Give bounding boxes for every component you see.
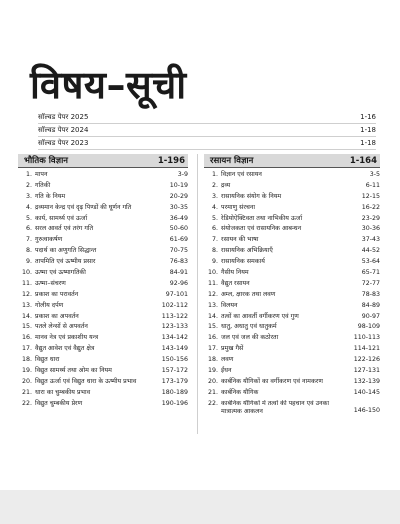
chapter-pages: 36-49	[169, 214, 188, 222]
chapter-pages: 114-121	[353, 345, 380, 353]
physics-chapter-item[interactable]	[20, 257, 188, 268]
chapter-pages: 132-139	[353, 377, 380, 385]
chapter-pages: 97-101	[165, 290, 188, 298]
chapter-number: 11.	[207, 279, 218, 287]
physics-chapter-list	[18, 170, 188, 410]
chapter-pages: 16-22	[361, 203, 380, 211]
chapter-title: ऊष्मा–संचरण	[35, 279, 66, 287]
chapter-pages: 113-122	[161, 312, 188, 320]
physics-chapter-item[interactable]	[20, 366, 188, 377]
chemistry-chapter-item[interactable]	[206, 290, 380, 301]
chapter-number: 9.	[211, 258, 218, 266]
solved-paper-label: सॉल्वड पेपर 2023	[38, 139, 89, 147]
chapter-pages: 84-89	[361, 301, 380, 309]
chapter-pages: 90-97	[361, 312, 380, 320]
chapter-pages: 70-75	[169, 247, 188, 255]
chapter-number: 19.	[207, 367, 218, 375]
chapter-title: सरल आवर्त एवं तरंग गति	[35, 225, 94, 233]
chapter-pages: 30-36	[361, 225, 380, 233]
physics-chapter-item[interactable]	[20, 246, 188, 257]
chapter-number: 4.	[25, 203, 32, 211]
chapter-title: रासायनिक संयोग के नियम	[221, 192, 282, 200]
physics-chapter-item[interactable]	[20, 312, 188, 323]
chapter-number: 10.	[21, 269, 32, 277]
chapter-number: 14.	[207, 312, 218, 320]
chemistry-heading: रसायन विज्ञान	[210, 156, 254, 166]
chapter-number: 17.	[207, 345, 218, 353]
solved-paper-label: सॉल्वड पेपर 2024	[38, 126, 89, 134]
chemistry-chapter-item[interactable]	[206, 279, 380, 290]
chapter-title: अम्ल, क्षारक तथा लवण	[221, 290, 276, 298]
chapter-title: तत्वों का आवर्ती वर्गीकरण एवं गुण	[221, 312, 299, 320]
chapter-title: विद्युत धारा	[35, 356, 60, 364]
chemistry-chapter-item[interactable]	[206, 344, 380, 355]
physics-chapter-item[interactable]	[20, 399, 188, 410]
chapter-title: द्रव्य	[221, 181, 231, 189]
physics-chapter-item[interactable]	[20, 388, 188, 399]
chapter-pages: 84-91	[169, 269, 188, 277]
physics-chapter-item[interactable]	[20, 235, 188, 246]
chapter-pages: 78-83	[361, 290, 380, 298]
chapter-number: 18.	[21, 356, 32, 364]
chapter-title: वैद्युत रसायन	[221, 279, 250, 287]
chemistry-chapter-item[interactable]	[206, 170, 380, 181]
chapter-pages: 150-156	[161, 356, 188, 364]
chapter-title: ऊष्मा एवं ऊष्मागतिकी	[35, 269, 86, 277]
chapter-pages: 61-69	[169, 236, 188, 244]
chemistry-chapter-item[interactable]	[206, 224, 380, 235]
chapter-title: गुरुत्वाकर्षण	[35, 236, 63, 244]
chapter-number: 1.	[211, 171, 218, 178]
chapter-number: 10.	[207, 269, 218, 277]
chapter-number: 3.	[211, 192, 218, 200]
chapter-title: कार्बनिक यौगिकों में तत्वों की पहचान एवं उनका मात्रात्मक आकलन	[221, 399, 330, 415]
chapter-number: 15.	[207, 323, 218, 331]
chapter-title: गोलीय दर्पण	[35, 301, 64, 309]
physics-chapter-item[interactable]	[20, 355, 188, 366]
physics-range: 1-196	[157, 155, 185, 166]
chapter-title: प्रकाश का परावर्तन	[35, 290, 79, 298]
chemistry-chapter-list	[204, 170, 380, 417]
chapter-number: 3.	[25, 192, 32, 200]
solved-papers-list	[38, 111, 376, 150]
chapter-title: मापन	[35, 171, 48, 178]
physics-chapter-item[interactable]	[20, 181, 188, 192]
chemistry-range: 1-164	[349, 155, 377, 166]
chapter-pages: 50-60	[169, 225, 188, 233]
physics-chapter-item[interactable]	[20, 301, 188, 312]
chapter-pages: 12-15	[361, 192, 380, 200]
chapter-number: 6.	[25, 225, 32, 233]
physics-chapter-item[interactable]	[20, 214, 188, 225]
chapter-number: 6.	[211, 225, 218, 233]
chapter-number: 13.	[21, 301, 32, 309]
chapter-number: 22.	[21, 399, 32, 407]
chapter-title: पतले लेन्सों से अपवर्तन	[35, 323, 88, 331]
chapter-title: परमाणु संरचना	[221, 203, 256, 211]
chemistry-chapter-item[interactable]	[206, 257, 380, 268]
chemistry-chapter-item[interactable]	[206, 355, 380, 366]
chapter-number: 16.	[21, 334, 32, 342]
chapter-number: 5.	[211, 214, 218, 222]
chapter-number: 12.	[21, 290, 32, 298]
chapter-pages: 180-189	[161, 388, 188, 396]
solved-paper-label: सॉल्वड पेपर 2025	[38, 113, 89, 121]
chapter-pages: 10-19	[169, 181, 188, 189]
chapter-title: गतिकी	[35, 181, 51, 189]
chapter-title: गति के नियम	[35, 192, 66, 200]
chapter-title: तापमिति एवं ऊष्मीय प्रसार	[35, 258, 96, 266]
page-title: विषय–सूची	[30, 63, 187, 107]
chapter-number: 8.	[211, 247, 218, 255]
chapter-number: 12.	[207, 290, 218, 298]
chapter-number: 11.	[21, 279, 32, 287]
chapter-title: विज्ञान एवं रसायन	[221, 171, 262, 178]
chapter-number: 2.	[211, 181, 218, 189]
chapter-title: कार्य, सामर्थ्य एवं ऊर्जा	[35, 214, 88, 222]
chemistry-section	[204, 154, 380, 417]
chapter-title: कार्बनिक यौगिक	[221, 388, 259, 396]
chemistry-chapter-item[interactable]	[206, 246, 380, 257]
chapter-title: विद्युत ऊर्जा एवं विद्युत धारा के ऊष्मीय प्रभाव	[35, 377, 137, 385]
chapter-number: 7.	[211, 236, 218, 244]
physics-chapter-item[interactable]	[20, 377, 188, 388]
chapter-number: 14.	[21, 312, 32, 320]
chapter-pages: 65-71	[361, 269, 380, 277]
chemistry-chapter-item[interactable]	[206, 377, 380, 388]
chapter-title: धारा का चुम्बकीय प्रभाव	[35, 388, 91, 396]
physics-chapter-item[interactable]	[20, 203, 188, 214]
chapter-pages: 53-64	[361, 258, 380, 266]
physics-chapter-item[interactable]	[20, 322, 188, 333]
chapter-pages: 44-52	[361, 247, 380, 255]
physics-chapter-item[interactable]	[20, 170, 188, 181]
physics-chapter-item[interactable]	[20, 224, 188, 235]
solved-paper-pages: 1-16	[360, 113, 376, 121]
chapter-number: 13.	[207, 301, 218, 309]
chapter-title: रसायन की भाषा	[221, 236, 259, 244]
chapter-number: 17.	[21, 345, 32, 353]
chapter-pages: 3-5	[369, 171, 380, 178]
chapter-number: 7.	[25, 236, 32, 244]
chemistry-chapter-item[interactable]	[206, 203, 380, 214]
chapter-title: ईंधन	[221, 367, 232, 375]
chapter-title: लवण	[221, 356, 234, 364]
chemistry-heading-bar	[204, 154, 380, 168]
chemistry-chapter-item[interactable]	[206, 399, 380, 417]
chemistry-chapter-item[interactable]	[206, 214, 380, 225]
chapter-title: जल एवं जल की कठोरता	[221, 334, 279, 342]
chapter-number: 22.	[207, 399, 218, 407]
chapter-pages: 134-142	[161, 334, 188, 342]
chapter-title: कार्बनिक यौगिकों का वर्गीकरण एवं नामकरण	[221, 377, 323, 385]
chemistry-chapter-item[interactable]	[206, 268, 380, 279]
chapter-pages: 92-96	[169, 279, 188, 287]
chapter-number: 16.	[207, 334, 218, 342]
chapter-pages: 143-149	[161, 345, 188, 353]
chapter-pages: 76-83	[169, 258, 188, 266]
chapter-title: विद्युत सामर्थ्य तथा ओम का नियम	[35, 367, 112, 375]
chapter-number: 5.	[25, 214, 32, 222]
physics-chapter-item[interactable]	[20, 290, 188, 301]
chapter-number: 18.	[207, 356, 218, 364]
physics-chapter-item[interactable]	[20, 333, 188, 344]
chapter-pages: 157-172	[161, 367, 188, 375]
chapter-pages: 102-112	[161, 301, 188, 309]
physics-section	[18, 154, 188, 410]
chapter-number: 4.	[211, 203, 218, 211]
chapter-title: रासायनिक समकार्य	[221, 258, 265, 266]
chapter-number: 20.	[21, 377, 32, 385]
chapter-pages: 173-179	[161, 377, 188, 385]
chapter-title: विद्युत चुम्बकीय प्रेरण	[35, 399, 83, 407]
chapter-pages: 3-9	[177, 171, 188, 178]
physics-chapter-item[interactable]	[20, 279, 188, 290]
physics-chapter-item[interactable]	[20, 192, 188, 203]
chapter-number: 2.	[25, 181, 32, 189]
solved-paper-row[interactable]	[38, 124, 376, 137]
chemistry-chapter-item[interactable]	[206, 181, 380, 192]
chapter-number: 8.	[25, 247, 32, 255]
chapter-title: मानव नेत्र एवं प्रकाशीय यन्त्र	[35, 334, 99, 342]
chemistry-chapter-item[interactable]	[206, 322, 380, 333]
solved-paper-pages: 1-18	[360, 139, 376, 147]
chemistry-chapter-item[interactable]	[206, 301, 380, 312]
chapter-pages: 190-196	[161, 399, 188, 407]
chemistry-chapter-item[interactable]	[206, 333, 380, 344]
chemistry-chapter-item[interactable]	[206, 192, 380, 203]
solved-paper-row[interactable]	[38, 137, 376, 150]
chemistry-chapter-item[interactable]	[206, 388, 380, 399]
chapter-title: द्रव्यमान केन्द्र एवं दृढ़ पिण्डों की घूर्णन गति	[35, 203, 132, 211]
chapter-number: 15.	[21, 323, 32, 331]
chapter-number: 9.	[25, 258, 32, 266]
chapter-pages: 72-77	[361, 279, 380, 287]
chapter-number: 21.	[21, 388, 32, 396]
physics-heading-bar	[18, 154, 188, 168]
chapter-title: प्रकाश का अपवर्तन	[35, 312, 79, 320]
chapter-pages: 23-29	[361, 214, 380, 222]
solved-paper-row[interactable]	[38, 111, 376, 124]
chemistry-chapter-item[interactable]	[206, 235, 380, 246]
chapter-pages: 110-113	[353, 334, 380, 342]
physics-chapter-item[interactable]	[20, 268, 188, 279]
chapter-number: 19.	[21, 367, 32, 375]
chapter-title: वैद्युत आवेश एवं वैद्युत क्षेत्र	[35, 345, 95, 353]
chapter-pages: 140-145	[353, 388, 380, 396]
solved-paper-pages: 1-18	[360, 126, 376, 134]
chapter-title: प्रमुख गैसें	[221, 345, 244, 353]
chapter-title: संयोजकता एवं रासायनिक आबन्धन	[221, 225, 302, 233]
chapter-title: रासायनिक अभिक्रियाएँ	[221, 247, 273, 255]
chemistry-chapter-item[interactable]	[206, 312, 380, 323]
chapter-pages: 20-29	[169, 192, 188, 200]
chemistry-chapter-item[interactable]	[206, 366, 380, 377]
chapter-title: रेडियोऐक्टिवता तथा नाभिकीय ऊर्जा	[221, 214, 303, 222]
chapter-pages: 122-126	[353, 356, 380, 364]
chapter-title: गैसीय नियम	[221, 269, 249, 277]
chapter-number: 20.	[207, 377, 218, 385]
chapter-pages: 30-35	[169, 203, 188, 211]
column-divider	[197, 154, 198, 434]
physics-chapter-item[interactable]	[20, 344, 188, 355]
chapter-pages: 6-11	[365, 181, 380, 189]
chapter-pages: 98-109	[357, 323, 380, 331]
chapter-number: 21.	[207, 388, 218, 396]
chapter-pages: 123-133	[161, 323, 188, 331]
chapter-pages: 37-43	[361, 236, 380, 244]
chapter-number: 1.	[25, 171, 32, 178]
chapter-title: पदार्थ का अणुगति सिद्धान्त	[35, 247, 97, 255]
physics-heading: भौतिक विज्ञान	[24, 156, 69, 166]
chapter-pages: 146-150	[353, 406, 380, 414]
chapter-title: विलयन	[221, 301, 238, 309]
chapter-title: धातु, अधातु एवं धातुकर्म	[221, 323, 277, 331]
chapter-pages: 127-131	[353, 367, 380, 375]
